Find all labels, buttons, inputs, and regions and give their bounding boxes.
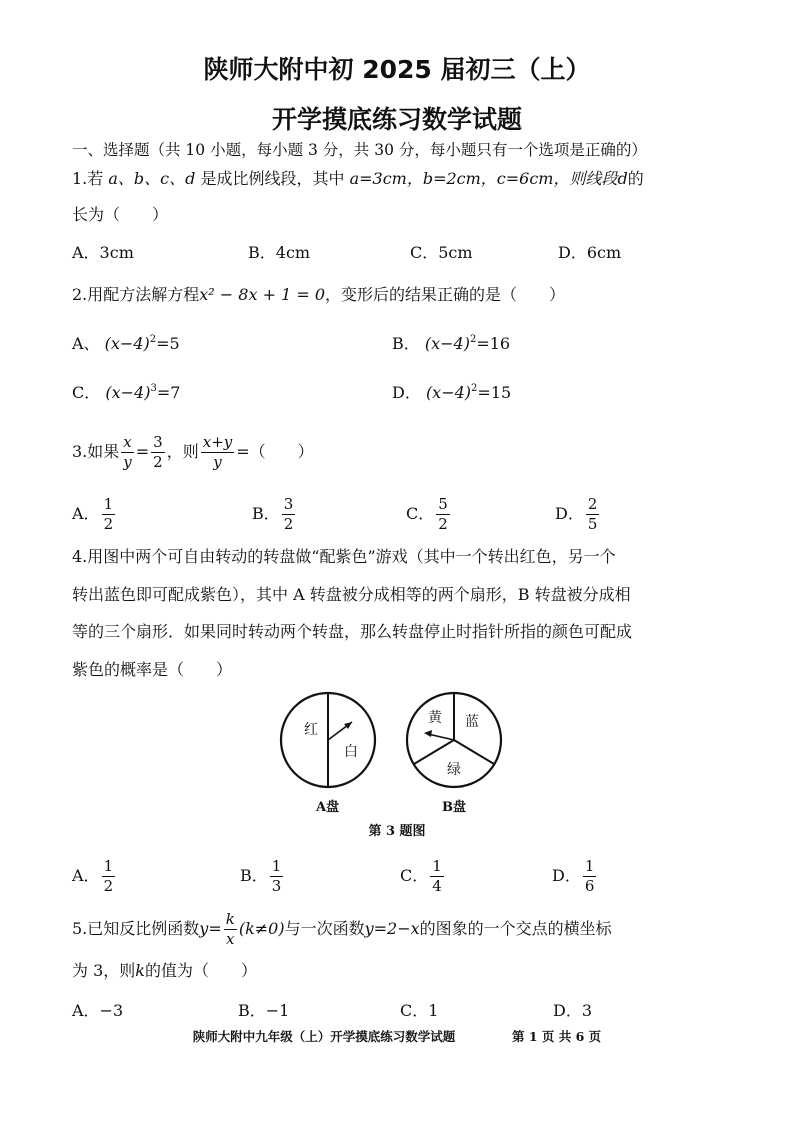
spinner-b-label-yellow: 黄 [428, 710, 442, 726]
footer-page-number: 第 1 页 共 6 页 [512, 1029, 602, 1044]
q5-option-a[interactable]: A．−3 [72, 1001, 124, 1020]
question-4-line-4: 紫色的概率是（ ） [72, 660, 233, 679]
page-footer [0, 1027, 794, 1045]
question-2-stem: 2.用配方法解方程x² − 8x + 1 = 0，变形后的结果正确的是（ ） [72, 285, 566, 304]
question-5-stem: 5.已知反比例函数y= $\frac{k}{x}$ (k≠0)与一次函数y=2−x的图象的一个交点的横坐标 [72, 910, 612, 948]
spinner-a-label-white: 白 [344, 744, 358, 760]
q4-option-d[interactable]: D． $\frac{1}{6}$ [552, 857, 595, 895]
q1-option-d[interactable]: D．6cm [558, 243, 622, 262]
q3-option-d[interactable]: D． $\frac{2}{5}$ [555, 495, 598, 533]
question-4-line-2: 转出蓝色即可配成紫色），其中 A 转盘被分成相等的两个扇形，B 转盘被分成相 [72, 585, 631, 604]
question-4-line-3: 等的三个扇形．如果同时转动两个转盘，那么转盘停止时指针所指的颜色可配成 [72, 622, 633, 641]
q2-option-c[interactable]: C． $(x-4)^3=7$ [72, 383, 181, 402]
exam-title: 陕师大附中初 2025 届初三（上） [203, 55, 591, 84]
q1-option-a[interactable]: A．3cm [72, 243, 134, 262]
question-5-stem-cont: 为 3，则k的值为（ ） [72, 961, 257, 980]
q4-option-b[interactable]: B． $\frac{1}{3}$ [240, 857, 282, 895]
q3-option-c[interactable]: C． $\frac{5}{2}$ [406, 495, 448, 533]
exam-subtitle: 开学摸底练习数学试题 [271, 105, 522, 134]
q1-option-c[interactable]: C．5cm [410, 243, 473, 262]
q3-fraction-x-over-y: $\frac{x}{y}$ [123, 433, 132, 471]
spinner-a-name: A盘 [316, 800, 340, 815]
q3-option-b[interactable]: B． $\frac{3}{2}$ [252, 495, 294, 533]
q5-option-d[interactable]: D．3 [553, 1001, 593, 1020]
q5-fraction-k-over-x: $\frac{k}{x}$ [225, 910, 235, 948]
q2-option-b[interactable]: B． $(x-4)^2=16$ [392, 334, 511, 353]
q2-option-d[interactable]: D． $(x-4)^2=15$ [392, 383, 512, 402]
question-4-line-1: 4.用图中两个可自由转动的转盘做“配紫色”游戏（其中一个转出红色，另一个 [72, 547, 616, 566]
spinner-b [407, 693, 501, 815]
spinner-a [281, 693, 375, 815]
figure-caption: 第 3 题图 [368, 824, 426, 839]
q5-option-b[interactable]: B．−1 [238, 1001, 290, 1020]
spinner-b-label-blue: 蓝 [465, 714, 479, 730]
question-3-stem: 3.如果 $\frac{x}{y}$ = $\frac{3}{2}$ ，则 $\frac{x+y}{y}$ =（ ） [72, 433, 314, 471]
section-heading: 一、选择题（共 10 小题，每小题 3 分，共 30 分，每小题只有一个选项是正确的） [72, 141, 647, 159]
spinner-b-name: B盘 [442, 800, 466, 815]
q2-option-a[interactable]: A、 $(x-4)^2=5$ [72, 334, 180, 353]
q3-fraction-3-over-2: $\frac{3}{2}$ [153, 433, 163, 471]
spinner-figure [272, 688, 522, 818]
q5-option-c[interactable]: C．1 [400, 1001, 439, 1020]
spinner-b-label-green: 绿 [447, 762, 461, 778]
question-1-stem: 1.若 a、b、c、d 是成比例线段，其中 a=3cm，b=2cm，c=6cm，则线段d的 [72, 169, 644, 188]
question-1-stem-cont: 长为（ ） [72, 205, 169, 224]
spinner-b-pointer [428, 734, 454, 740]
q4-option-c[interactable]: C． $\frac{1}{4}$ [400, 857, 442, 895]
q3-option-a[interactable]: A． $\frac{1}{2}$ [72, 495, 114, 533]
footer-title: 陕师大附中九年级（上）开学摸底练习数学试题 [192, 1029, 456, 1044]
spinner-a-label-red: 红 [304, 722, 318, 738]
q4-option-a[interactable]: A． $\frac{1}{2}$ [72, 857, 114, 895]
q1-option-b[interactable]: B．4cm [248, 243, 311, 262]
q2-equation: x² − 8x + 1 = 0 [199, 285, 326, 304]
q3-fraction-sum-over-y: $\frac{x+y}{y}$ [202, 433, 233, 471]
